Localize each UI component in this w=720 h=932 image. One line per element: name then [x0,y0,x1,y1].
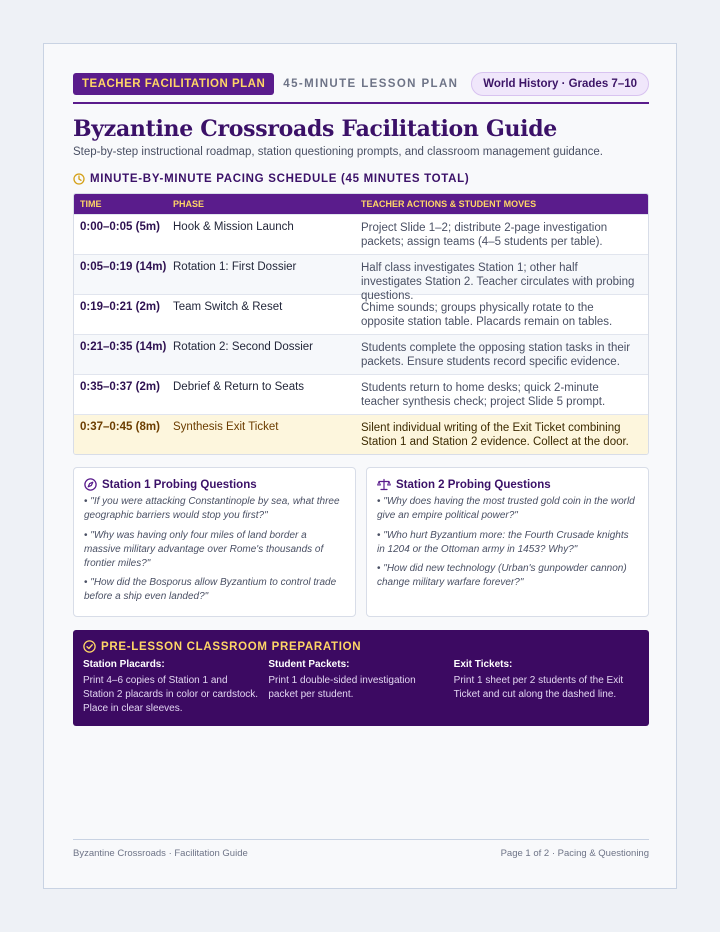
row-time: 0:05–0:19 (14m) [80,261,167,273]
page-footer [73,848,649,859]
table-row [74,374,648,414]
prep-item-heading: Station Placards: [83,659,165,670]
row-actions: Chime sounds; groups physically rotate to the opposite station table. Placards remain on tables. [361,302,613,328]
column-header-time: TIME [80,199,102,209]
station2-card-title [377,478,638,491]
page-title: Byzantine Crossroads Facilitation Guide [73,116,558,142]
row-actions: Silent individual writing of the Exit Ticket combining Station 1 and Station 2 evidence. Collect at the door. [361,422,629,448]
row-phase: Team Switch & Reset [173,301,283,313]
pacing-table [73,193,649,455]
list-item: • "Why was having only four miles of land border a massive military advantage over Rome's thousands of frontier miles?" [84,529,324,569]
row-actions: Half class investigates Station 1; other half investigates Station 2. Teacher circulates with probing questions. [361,262,635,302]
prep-item-text: Print 1 sheet per 2 students of the Exit Ticket and cut along the dashed line. [453,675,624,700]
prep-item-heading: Exit Tickets: [453,659,513,670]
row-phase: Hook & Mission Launch [173,221,294,233]
table-row [74,214,648,254]
schedule-heading [73,173,649,185]
document-page [43,43,677,889]
station2-question-list [377,495,638,590]
header-bar [73,73,649,95]
scales-icon [377,478,391,491]
row-phase: Debrief & Return to Seats [173,381,305,393]
plan-type-tag: TEACHER FACILITATION PLAN [73,73,274,95]
table-row [74,294,648,334]
list-item: • "How did new technology (Urban's gunpowder cannon) change military warfare forever?" [377,563,627,588]
list-item: • "Why does having the most trusted gold coin in the world give an empire political power?" [377,496,635,521]
check-circle-icon [83,640,96,653]
preparation-panel [73,630,649,726]
row-time: 0:35–0:37 (2m) [80,381,160,393]
row-time: 0:21–0:35 (14m) [80,341,167,353]
table-header [74,194,648,214]
prep-item-packets [268,659,453,716]
footer-divider [73,839,649,840]
station2-title-text: Station 2 Probing Questions [396,478,551,491]
course-pill: World History · Grades 7–10 [471,72,649,96]
footer-doc-title: Byzantine Crossroads · Facilitation Guide [73,848,248,859]
row-actions: Students return to home desks; quick 2-minute teacher synthesis check; project Slide 5 prompt. [361,382,606,408]
station1-question-list [84,495,345,604]
list-item: • "If you were attacking Constantinople by sea, what three geographic barriers would stop you first?" [84,496,340,521]
row-phase: Rotation 2: Second Dossier [173,341,313,353]
column-header-actions: TEACHER ACTIONS & STUDENT MOVES [361,199,537,209]
clock-icon [73,173,85,185]
schedule-heading-text: MINUTE-BY-MINUTE PACING SCHEDULE (45 MINUTES TOTAL) [90,173,470,185]
prep-item-text: Print 1 double-sided investigation packet per student. [268,675,416,700]
table-row [74,334,648,374]
row-phase: Synthesis Exit Ticket [173,421,279,433]
question-cards [73,467,649,617]
row-phase: Rotation 1: First Dossier [173,261,297,273]
page-subtitle: Step-by-step instructional roadmap, station questioning prompts, and classroom management guidance. [73,146,603,158]
footer-page-number: Page 1 of 2 · Pacing & Questioning [500,848,649,859]
station1-card-title [84,478,345,491]
prep-item-placards [83,659,268,716]
preparation-heading [83,640,639,653]
station2-card [366,467,649,617]
preparation-heading-text: PRE-LESSON CLASSROOM PREPARATION [101,640,362,653]
row-time: 0:00–0:05 (5m) [80,221,160,233]
list-item: • "How did the Bosporus allow Byzantium to control trade before a ship even landed?" [84,577,337,602]
compass-icon [84,478,97,491]
row-actions: Students complete the opposing station tasks in their packets. Ensure students record specific evidence. [361,342,631,368]
prep-item-text: Print 4–6 copies of Station 1 and Station 2 placards in color or cardstock. Place in clear sleeves. [83,675,259,714]
prep-item-heading: Student Packets: [268,659,350,670]
table-row [74,254,648,302]
column-header-phase: PHASE [173,199,205,209]
preparation-columns [83,659,639,716]
row-time: 0:37–0:45 (8m) [80,421,160,433]
prep-item-exit-tickets [454,659,639,716]
table-row-highlight [74,414,648,454]
list-item: • "Who hurt Byzantium more: the Fourth Crusade knights in 1204 or the Ottoman army in 1453? Why?" [377,529,629,555]
row-time: 0:19–0:21 (2m) [80,301,160,313]
header-divider [73,102,649,104]
row-actions: Project Slide 1–2; distribute 2-page investigation packets; assign teams (4–5 students per table). [361,222,608,248]
lesson-length-tag: 45-MINUTE LESSON PLAN [283,78,459,90]
station1-card [73,467,356,617]
station1-title-text: Station 1 Probing Questions [102,478,257,491]
page-content [73,73,649,726]
